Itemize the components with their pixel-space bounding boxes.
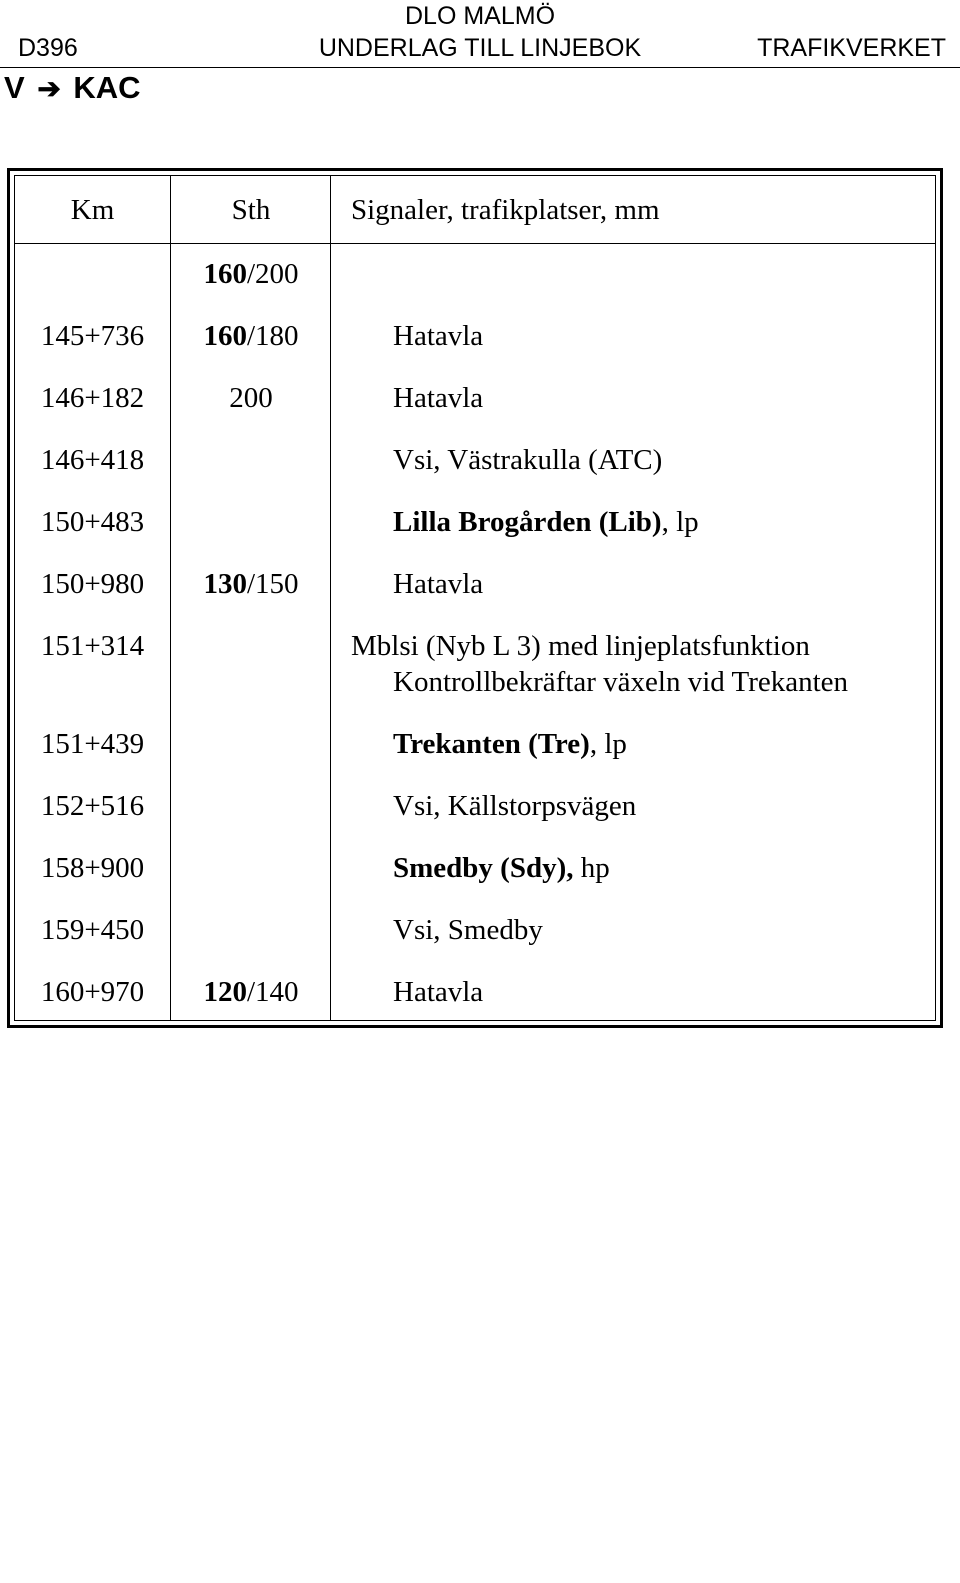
- signal-cell: Trekanten (Tre), lp: [393, 728, 627, 760]
- line-table-inner-border: [14, 175, 936, 1021]
- signal-cell: Hatavla: [393, 382, 484, 414]
- km-cell: 150+980: [40, 568, 145, 600]
- km-cell: 151+314: [40, 630, 145, 662]
- km-cell: 145+736: [40, 320, 145, 352]
- km-cell: 151+439: [40, 728, 145, 760]
- column-header-km: Km: [70, 194, 115, 226]
- km-cell: 158+900: [40, 852, 145, 884]
- sth-cell: 120/140: [203, 976, 299, 1008]
- signal-cell: Vsi, Källstorpsvägen: [393, 790, 637, 822]
- header-divider: [0, 67, 960, 68]
- column-divider-sth: [330, 176, 331, 1020]
- route-heading: [4, 71, 141, 105]
- signal-cell: Vsi, Smedby: [393, 914, 543, 946]
- signal-cell-note: Kontrollbekräftar växeln vid Trekanten: [393, 666, 849, 698]
- header-row-divider: [15, 243, 935, 244]
- line-table: [7, 168, 943, 1028]
- signal-cell: Smedby (Sdy), hp: [393, 852, 610, 884]
- column-divider-km: [170, 176, 171, 1020]
- signal-cell: Hatavla: [393, 568, 484, 600]
- km-cell: 146+182: [40, 382, 145, 414]
- km-cell: 159+450: [40, 914, 145, 946]
- document-code: D396: [18, 34, 78, 62]
- km-cell: 150+483: [40, 506, 145, 538]
- sth-cell: 160/180: [203, 320, 299, 352]
- signal-cell: Hatavla: [393, 976, 484, 1008]
- sth-cell: 160/200: [203, 258, 299, 290]
- signal-cell: Vsi, Västrakulla (ATC): [393, 444, 663, 476]
- km-cell: 160+970: [40, 976, 145, 1008]
- sth-cell: 130/150: [203, 568, 299, 600]
- km-cell: 152+516: [40, 790, 145, 822]
- route-from: V: [4, 70, 25, 105]
- document-title: UNDERLAG TILL LINJEBOK: [318, 34, 642, 62]
- km-cell: 146+418: [40, 444, 145, 476]
- agency-name: TRAFIKVERKET: [757, 34, 946, 62]
- signal-cell: Mblsi (Nyb L 3) med linjeplatsfunktion: [351, 630, 810, 662]
- signal-cell: Hatavla: [393, 320, 484, 352]
- column-header-signals: Signaler, trafikplatser, mm: [351, 194, 660, 226]
- arrow-right-icon: ➔: [37, 73, 61, 104]
- signal-cell: Lilla Brogården (Lib), lp: [393, 506, 699, 538]
- route-to: KAC: [73, 70, 141, 105]
- column-header-sth: Sth: [231, 194, 271, 226]
- organization: DLO MALMÖ: [404, 2, 556, 30]
- sth-cell: 200: [229, 382, 273, 414]
